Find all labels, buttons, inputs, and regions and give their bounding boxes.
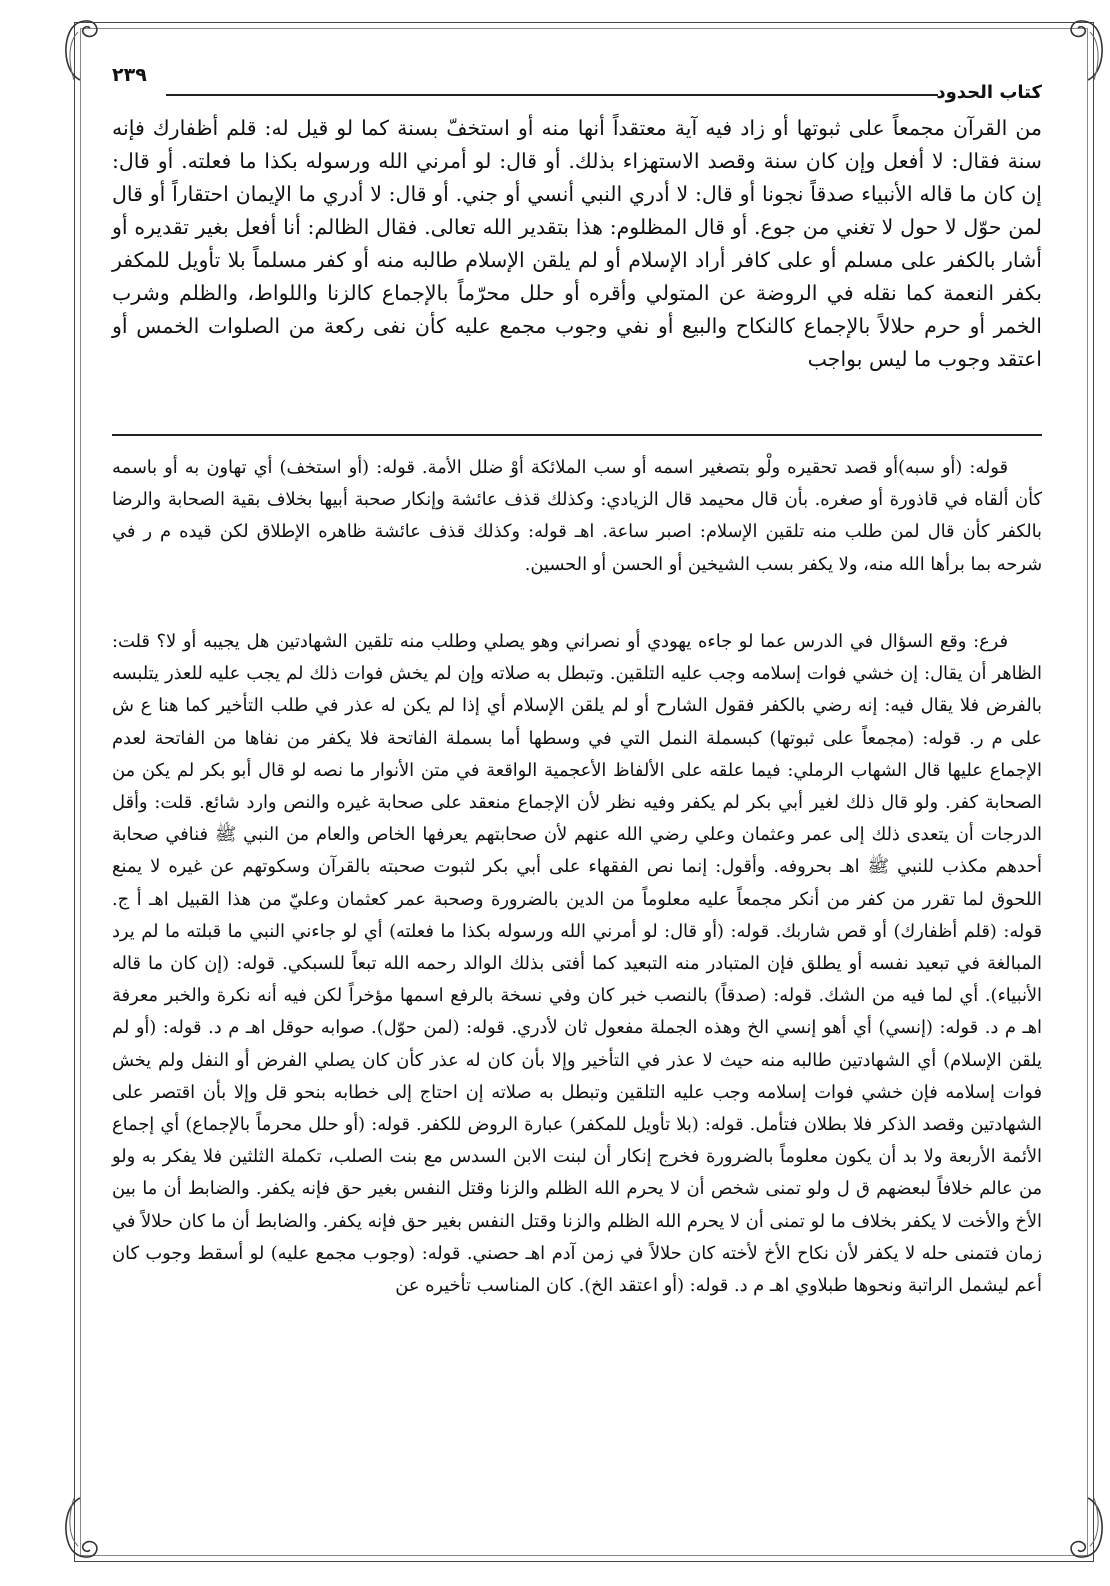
scroll-ornament-icon — [58, 1496, 102, 1566]
scroll-ornament-icon — [1066, 12, 1110, 82]
scroll-ornament-icon — [1066, 1496, 1110, 1566]
main-text-paragraph: من القرآن مجمعاً على ثبوتها أو زاد فيه آية معتقداً أنها منه أو استخفّ بسنة كما لو قيل له: قلم أظفارك فإنه سنة فقال: لا أفعل وإن كان سنة وقصد الاستهزاء بذلك. أو قال: لو أمرني الله ورسوله بكذا ما فعلته. أو قال: إن كان ما قاله الأنبياء صدقاً نجونا أو قال: لا أدري النبي أنسي أو جني. أو قال: لا أدري ما الإيمان احتقاراً أو قال لمن حوّل لا حول لا تغني من جوع. أو قال المظلوم: هذا بتقدير الله تعالى. فقال الظالم: أنا أفعل بغير تقديره أو أشار بالكفر على مسلم أو على كافر أراد الإسلام أو لم يلقن الإسلام طالبه منه أو كفر مسلماً بلا تأويل للمكفر بكفر النعمة كما نقله في الروضة عن المتولي وأقره أو حلل محرّماً بالإجماع كالزنا واللواط، والظلم وشرب الخمر أو حرم حلالاً بالإجماع كالنكاح والبيع أو نفي وجوب مجمع عليه كأن نفى ركعة من الصلوات الخمس أو اعتقد وجوب ما ليس بواجب — [112, 116, 1042, 371]
commentary-paragraph-1: قوله: (أو سبه)أو قصد تحقيره ولْو بتصغير اسمه أو سب الملائكة أوْ ضلل الأمة. قوله: (أو استخف) أي تهاون به أو باسمه كأن ألقاه في قاذورة أو صغره. بأن قال محيمد قال الزيادي: وكذلك قذف عائشة وإنكار صحبة أبيها بخلاف بقية الصحابة والرضا بالكفر كأن قال لمن طلب منه تلقين الإسلام: اصبر ساعة. اهـ قوله: وكذلك قذف عائشة ظاهره الإطلاق لكن قيده م ر في شرحه بما برأها الله منه، ولا يكفر بسب الشيخين أو الحسن أو الحسين. — [112, 457, 1042, 575]
scroll-ornament-icon — [58, 12, 102, 82]
commentary-paragraph-2: فرع: وقع السؤال في الدرس عما لو جاءه يهودي أو نصراني وهو يصلي وطلب منه تلقين الشهادتين هل يجيبه أو لا؟ قلت: الظاهر أن يقال: إن خشي فوات إسلامه وجب عليه التلقين. وتبطل به صلاته وإن لم يخش فوات ذلك لم يجب عليه للعذر يتلبسه بالفرض فلا يقال فيه: إنه رضي بالكفر فقول الشارح أو لم يلقن الإسلام أي إذا لم يكن له عذر في طلب التأخير كما هنا ع ش على م ر. قوله: (مجمعاً على ثبوتها) كبسملة النمل التي في وسطها أما بسملة الفاتحة فلا يكفر من نفاها من الفاتحة لعدم الإجماع عليها قال الشهاب الرملي: فيما علقه على الألفاظ الأعجمية الواقعة في متن الأنوار ما نصه لو قال أبو بكر لم يكن من الصحابة كفر. ولو قال ذلك لغير أبي بكر لم يكفر وفيه نظر لأن الإجماع منعقد على صحابة غيره والنص وارد شائع. قلت: وأقل الدرجات أن يتعدى ذلك إلى عمر وعثمان وعلي رضي الله عنهم لأن صحابتهم يعرفها الخاص والعام من النبي ﷺ فنافي صحابة أحدهم مكذب للنبي ﷺ اهـ بحروفه. وأقول: إنما نص الفقهاء على أبي بكر لثبوت صحبته بالقرآن وسكوتهم عن غيره لا يمنع اللحوق لما تقرر من كفر من أنكر مجمعاً عليه معلوماً من الدين بالضرورة وصحبة عمر كعثمان وعليّ من هذا القبيل اهـ أ ج. قوله: (قلم أظفارك) أو قص شاربك. قوله: (أو قال: لو أمرني الله ورسوله بكذا ما فعلته) أي لو جاءني النبي ما قبلته ما لم يرد المبالغة في تبعيد نفسه أو يطلق فإن المتبادر منه التبعيد كما أفتى بذلك الوالد رحمه الله تبعاً للسبكي. قوله: (إن كان ما قاله الأنبياء). أي لما فيه من الشك. قوله: (صدقاً) بالنصب خبر كان وفي نسخة بالرفع اسمها مؤخراً لكن فيه أنه نكرة والخبر معرفة اهـ م د. قوله: (إنسي) أي أهو إنسي الخ وهذه الجملة مفعول ثان لأدري. قوله: (لمن حوّل). صوابه حوقل اهـ م د. قوله: (أو لم يلقن الإسلام) أي الشهادتين طالبه منه حيث لا عذر في التأخير وإلا بأن كان له عذر كأن كان يصلي الفرض أو النفل ولم يخش فوات إسلامه فإن خشي فوات إسلامه وجب عليه التلقين وتبطل به صلاته إن احتاج إلى خطابه بنحو قل وإلا بأن اقتصر على الشهادتين وقصد الذكر فلا بطلان فتأمل. قوله: (بلا تأويل للمكفر) عبارة الروض للكفر. قوله: (أو حلل محرماً بالإجماع) أي إجماع الأئمة الأربعة ولا بد أن يكون معلوماً بالضرورة فخرج إنكار أن لبنت الابن السدس مع بنت الصلب، تكملة الثلثين فلا يفكر به ولو من عالم خلافاً لبعضهم ق ل ولو تمنى شخص أن لا يحرم الله الظلم والزنا وقتل النفس بغير حق فإنه يكفر. والضابط أن ما بين الأخ والأخت لا يكفر بخلاف ما لو تمنى أن لا يحرم الله الظلم والزنا وقتل النفس بغير حق فإنه يكفر. والضابط أن ما كان حلالاً في زمان فتمنى حله لا يكفر لأن نكاح الأخ لأخته كان حلالاً في زمن آدم اهـ حصني. قوله: (وجوب مجمع عليه) لو أسقط وجوب كان أعم ليشمل الراتبة ونحوها طبلاوي اهـ م د. قوله: (أو اعتقد الخ). كان المناسب تأخيره عن — [112, 631, 1042, 1297]
header-rule — [166, 94, 938, 96]
page-number: ٢٣٩ — [112, 64, 147, 86]
commentary-block-2 — [112, 626, 1042, 1302]
text-separator-rule — [112, 434, 1042, 436]
main-text-block — [112, 112, 1042, 376]
page-header — [112, 64, 1042, 104]
running-title: كتاب الحدود — [936, 82, 1042, 103]
commentary-block-1 — [112, 452, 1042, 581]
